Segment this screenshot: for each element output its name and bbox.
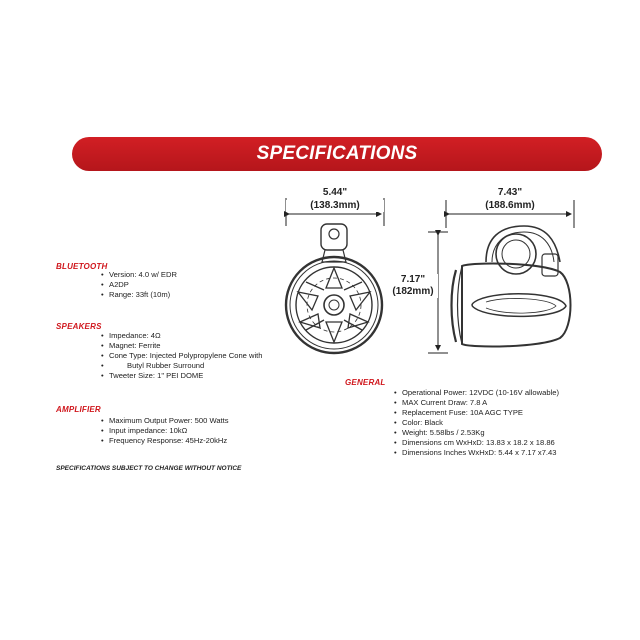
list-item: • Dimensions Inches WxHxD: 5.44 x 7.17 x7.43 bbox=[394, 448, 559, 458]
list-item: • Dimensions cm WxHxD: 13.83 x 18.2 x 18.86 bbox=[394, 438, 559, 448]
speakers-list bbox=[101, 331, 263, 381]
general-title: GENERAL bbox=[345, 378, 386, 387]
list-item: • MAX Current Draw: 7.8 A bbox=[394, 398, 559, 408]
list-item: • Version: 4.0 w/ EDR bbox=[101, 270, 177, 280]
height-label bbox=[388, 274, 438, 298]
side-depth-mm-label bbox=[460, 200, 560, 212]
amplifier-list bbox=[101, 416, 229, 446]
speaker-front-drawing-icon bbox=[286, 224, 382, 353]
speaker-side-drawing-icon bbox=[452, 226, 571, 346]
list-item: • Replacement Fuse: 10A AGC TYPE bbox=[394, 408, 559, 418]
side-depth-inch: 7.43" bbox=[497, 187, 523, 198]
list-item: • Cone Type: Injected Polypropylene Cone with bbox=[101, 351, 263, 361]
list-item: • Color: Black bbox=[394, 418, 559, 428]
amplifier-title: AMPLIFIER bbox=[56, 405, 101, 414]
side-depth-mm: (188.6mm) bbox=[485, 200, 535, 211]
front-width-inch: 5.44" bbox=[322, 187, 348, 198]
list-item: • Frequency Response: 45Hz-20kHz bbox=[101, 436, 229, 446]
height-inch: 7.17" bbox=[400, 274, 426, 285]
banner-title: SPECIFICATIONS bbox=[256, 143, 418, 164]
footnote: SPECIFICATIONS SUBJECT TO CHANGE WITHOUT NOTICE bbox=[56, 465, 242, 472]
front-width-mm: (138.3mm) bbox=[310, 200, 360, 211]
side-depth-label bbox=[460, 187, 560, 199]
list-item-continuation: • Butyl Rubber Surround bbox=[101, 361, 263, 371]
bluetooth-list bbox=[101, 270, 177, 300]
list-item: • Operational Power: 12VDC (10-16V allowable) bbox=[394, 388, 559, 398]
list-item: • Range: 33ft (10m) bbox=[101, 290, 177, 300]
list-item: • Input impedance: 10kΩ bbox=[101, 426, 229, 436]
list-item: • Magnet: Ferrite bbox=[101, 341, 263, 351]
front-width-label bbox=[286, 187, 384, 199]
height-mm: (182mm) bbox=[392, 286, 434, 297]
front-width-mm-label bbox=[286, 200, 384, 212]
list-item: • Maximum Output Power: 500 Watts bbox=[101, 416, 229, 426]
speakers-title: SPEAKERS bbox=[56, 322, 102, 331]
general-list bbox=[394, 388, 559, 458]
bluetooth-title: BLUETOOTH bbox=[56, 262, 108, 271]
list-item: • Impedance: 4Ω bbox=[101, 331, 263, 341]
list-item: • A2DP bbox=[101, 280, 177, 290]
list-item: • Weight: 5.58lbs / 2.53Kg bbox=[394, 428, 559, 438]
list-item: • Tweeter Size: 1" PEI DOME bbox=[101, 371, 263, 381]
